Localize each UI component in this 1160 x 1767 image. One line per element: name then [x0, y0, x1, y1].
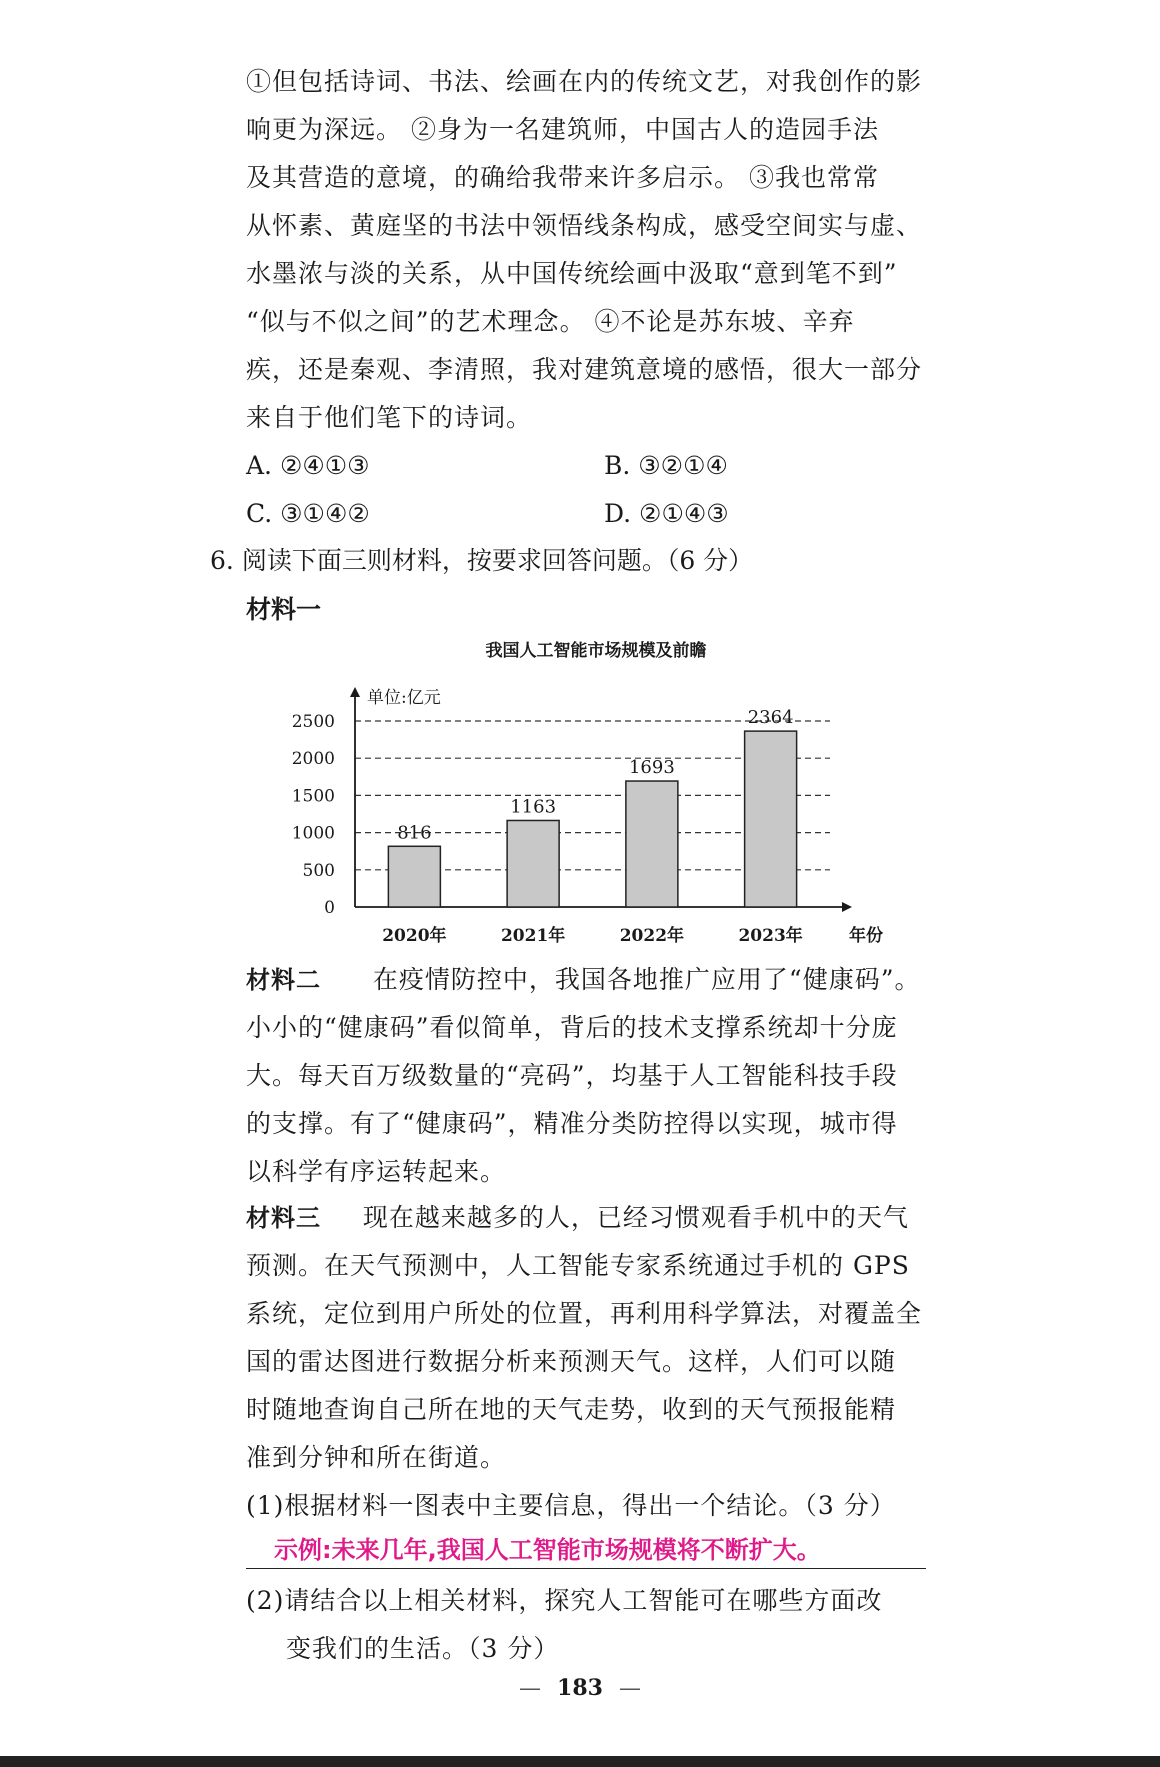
x-tick-label: 2020年	[382, 926, 447, 946]
material-3-label: 材料三	[246, 1204, 321, 1232]
material-3-line: 时随地查询自己所在地的天气走势，收到的天气预报能精	[246, 1395, 897, 1424]
material-3-line: 预测。在天气预测中，人工智能专家系统通过手机的 GPS	[246, 1251, 910, 1280]
chart-svg	[270, 630, 910, 950]
chart-bars	[388, 731, 796, 907]
material-2-line: 小小的“健康码”看似简单，背后的技术支撑系统却十分庞	[246, 1013, 898, 1042]
sub-question-2-line: (2)请结合以上相关材料，探究人工智能可在哪些方面改	[246, 1586, 883, 1615]
market-size-chart	[270, 630, 910, 954]
option-b[interactable]: B. ③②①④	[604, 451, 728, 480]
intro-line: 从怀素、黄庭坚的书法中领悟线条构成，感受空间实与虚、	[246, 211, 923, 240]
bar-value-label: 816	[397, 822, 432, 844]
bar-value-label: 1693	[628, 757, 675, 779]
option-c[interactable]: C. ③①④②	[246, 499, 370, 528]
x-tick-label: 2022年	[619, 926, 685, 946]
sub-question-1-text: (1)根据材料一图表中主要信息，得出一个结论。（3 分）	[246, 1491, 896, 1520]
material-2-line: 的支撑。有了“健康码”，精准分类防控得以实现，城市得	[246, 1109, 898, 1138]
material-2-label: 材料二	[246, 966, 321, 994]
intro-line: 来自于他们笔下的诗词。	[246, 403, 533, 432]
bar-2021年	[507, 820, 559, 907]
bar-2023年	[745, 731, 797, 907]
intro-line: 响更为深远。 ②身为一名建筑师，中国古人的造园手法	[246, 115, 879, 144]
x-axis-arrow	[842, 902, 852, 912]
page-number	[0, 1670, 1160, 1707]
bar-2020年	[388, 846, 440, 907]
y-tick-label: 2500	[291, 712, 335, 732]
material-3	[246, 1194, 928, 1482]
material-3-line: 现在越来越多的人，已经习惯观看手机中的天气	[362, 1203, 909, 1232]
material-1-label: 材料一	[246, 595, 322, 624]
chart-unit-label: 单位:亿元	[367, 688, 441, 708]
material-3-line: 准到分钟和所在街道。	[246, 1443, 507, 1472]
y-tick-label: 1000	[291, 823, 335, 844]
question-text: 阅读下面三则材料，按要求回答问题。（6 分）	[241, 546, 754, 575]
bar-value-label: 2364	[747, 707, 794, 729]
y-axis-arrow	[350, 687, 360, 697]
bar-2022年	[626, 781, 678, 907]
material-3-line: 国的雷达图进行数据分析来预测天气。这样，人们可以随	[246, 1347, 897, 1376]
material-2-line: 大。每天百万级数量的“亮码”，均基于人工智能科技手段	[246, 1061, 898, 1090]
page-number-dash: —	[519, 1676, 542, 1701]
page-bottom-edge	[0, 1756, 1160, 1767]
x-axis-label: 年份	[849, 926, 883, 946]
sub-question-2	[246, 1577, 928, 1673]
material-2-line: 在疫情防控中，我国各地推广应用了“健康码”。	[372, 965, 921, 994]
x-tick-label: 2021年	[500, 926, 566, 946]
question-number: 6.	[210, 546, 234, 575]
y-tick-label: 500	[302, 860, 335, 881]
x-tick-label: 2023年	[738, 926, 803, 946]
option-d[interactable]: D. ②①④③	[604, 499, 729, 528]
option-a[interactable]: A. ②④①③	[246, 451, 370, 480]
intro-line: 疾，还是秦观、李清照，我对建筑意境的感悟，很大一部分	[246, 355, 923, 384]
question-6-stem	[210, 537, 753, 585]
material-2	[246, 956, 928, 1196]
y-tick-label: 0	[324, 898, 335, 918]
y-tick-label: 2000	[291, 749, 335, 770]
chart-title: 我国人工智能市场规模及前瞻	[485, 641, 707, 661]
intro-line: 水墨浓与淡的关系，从中国传统绘画中汲取“意到笔不到”	[246, 259, 898, 288]
sub-question-2-line: 变我们的生活。（3 分）	[286, 1634, 560, 1663]
page-number-value: 183	[557, 1675, 603, 1701]
answer-line-1[interactable]: 示例:未来几年,我国人工智能市场规模将不断扩大。	[246, 1531, 926, 1569]
bar-value-label: 1163	[510, 796, 557, 818]
intro-line: ①但包括诗词、书法、绘画在内的传统文艺，对我创作的影	[246, 67, 923, 96]
intro-line: “似与不似之间”的艺术理念。 ④不论是苏东坡、辛弃	[246, 307, 855, 336]
y-tick-label: 1500	[291, 786, 335, 807]
intro-paragraph	[246, 58, 928, 442]
sub-question-1	[246, 1482, 928, 1530]
intro-line: 及其营造的意境，的确给我带来许多启示。 ③我也常常	[246, 163, 879, 192]
material-2-line: 以科学有序运转起来。	[246, 1157, 507, 1186]
page-number-dash: —	[618, 1676, 641, 1701]
material-3-line: 系统，定位到用户所处的位置，再利用科学算法，对覆盖全	[246, 1299, 923, 1328]
